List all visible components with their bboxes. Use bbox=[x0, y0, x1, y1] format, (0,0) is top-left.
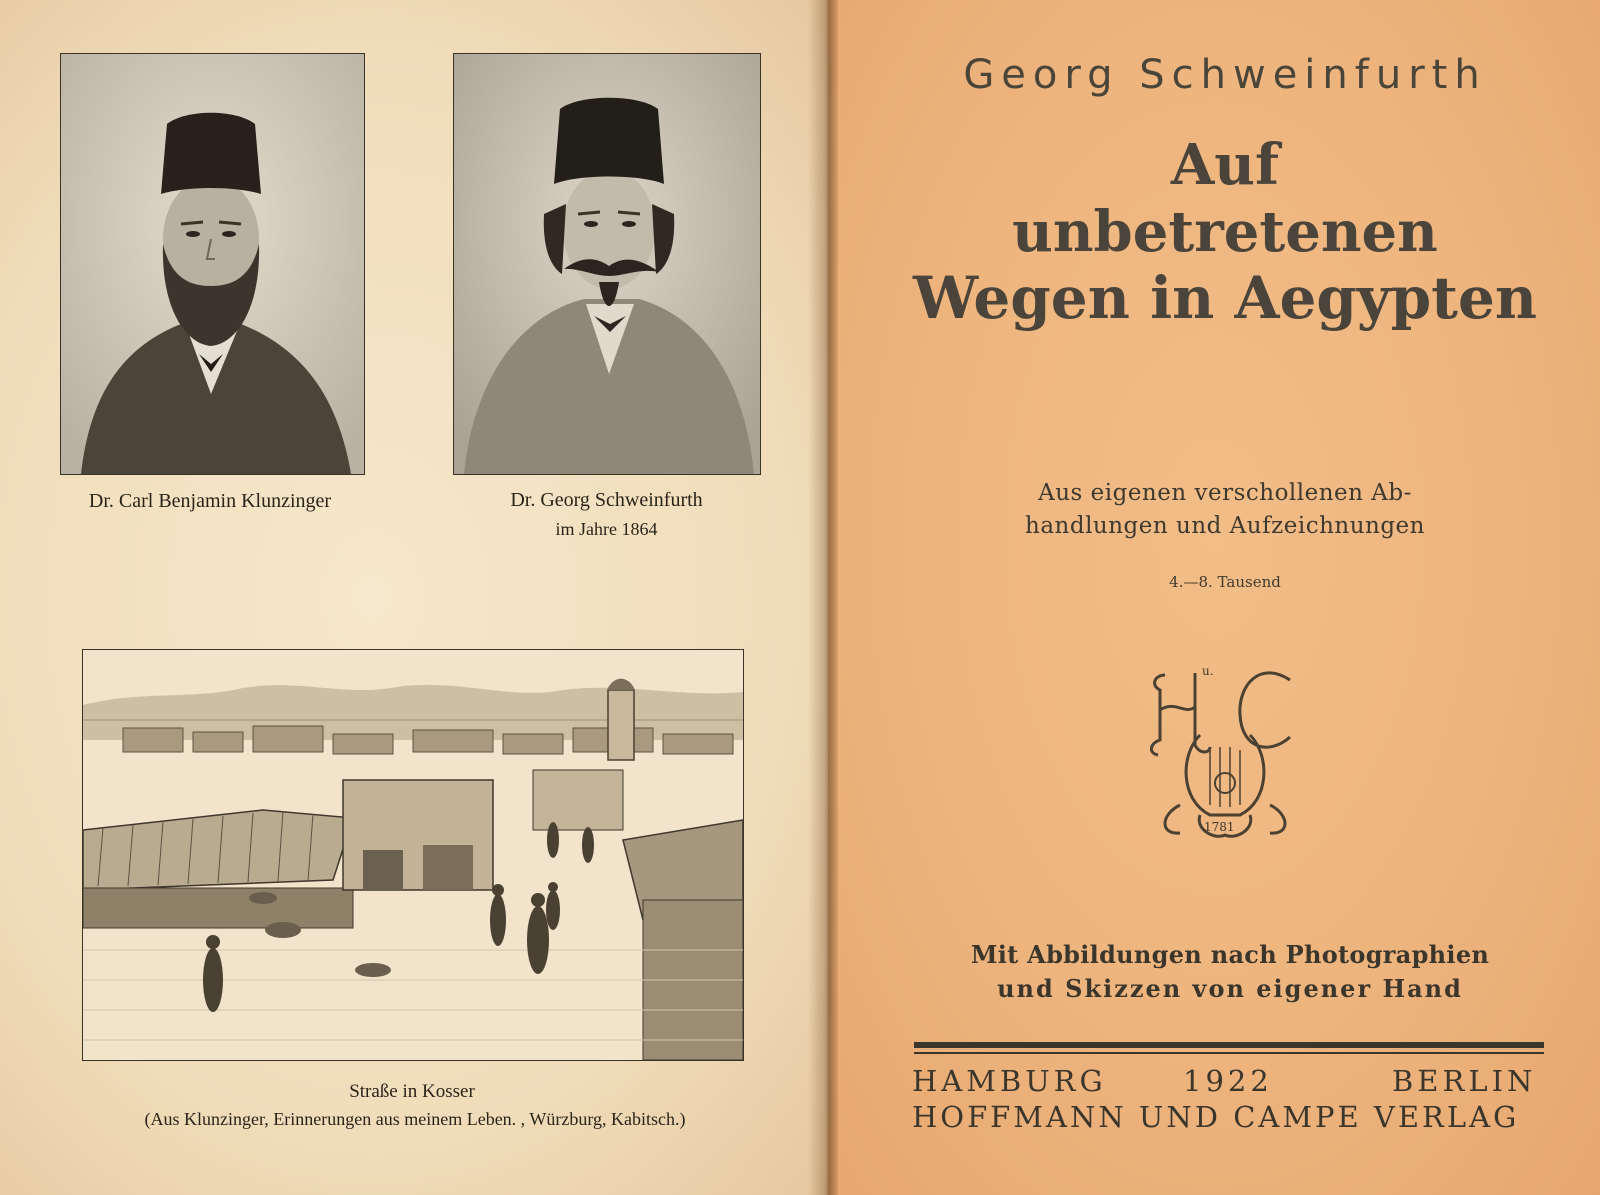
portrait-klunzinger-image bbox=[61, 54, 364, 474]
imprint-city-hamburg: HAMBURG bbox=[912, 1064, 1107, 1098]
portrait-klunzinger bbox=[60, 53, 365, 475]
imprint-publisher: HOFFMANN UND CAMPE VERLAG bbox=[912, 1100, 1520, 1134]
publisher-mark-icon bbox=[1140, 655, 1310, 855]
engraving-kosser-street bbox=[82, 649, 744, 1061]
illustrations-note-line-2: und Skizzen von eigener Hand bbox=[997, 974, 1463, 1003]
author-name: Georg Schweinfurth bbox=[963, 52, 1487, 98]
portrait-schweinfurth-image bbox=[454, 54, 760, 474]
imprint-year: 1922 bbox=[1183, 1064, 1273, 1098]
caption-engraving-source: (Aus Klunzinger, Erinnerungen aus meinem Leben. , Würzburg, Kabitsch.) bbox=[144, 1109, 686, 1129]
imprint-city-berlin: BERLIN bbox=[1392, 1064, 1537, 1098]
caption-engraving: Straße in Kosser bbox=[349, 1081, 475, 1102]
subtitle-line-2: handlungen und Aufzeichnungen bbox=[1025, 513, 1425, 539]
caption-schweinfurth: Dr. Georg Schweinfurth bbox=[510, 489, 703, 511]
caption-klunzinger: Dr. Carl Benjamin Klunzinger bbox=[88, 490, 332, 512]
svg-text:u.: u. bbox=[1202, 664, 1214, 678]
title-line-2: unbetretenen bbox=[1012, 199, 1438, 265]
subtitle-line-1: Aus eigenen verschollenen Ab- bbox=[1038, 480, 1412, 506]
imprint-rule-thick bbox=[914, 1042, 1544, 1048]
publisher-mark-year: 1781 bbox=[1204, 820, 1235, 834]
title-line-1: Auf bbox=[1170, 132, 1280, 198]
caption-schweinfurth-year: im Jahre 1864 bbox=[555, 519, 658, 539]
publisher-mark-svg bbox=[1140, 655, 1310, 855]
illustrations-note-line-1: Mit Abbildungen nach Photographien bbox=[970, 940, 1490, 969]
book-gutter bbox=[808, 0, 838, 1195]
engraving-kosser-street-image bbox=[83, 650, 743, 1060]
imprint-rule-thin bbox=[914, 1052, 1544, 1054]
portrait-schweinfurth bbox=[453, 53, 761, 475]
edition-note: 4.—8. Tausend bbox=[1169, 573, 1281, 591]
title-line-3: Wegen in Aegypten bbox=[912, 264, 1538, 332]
